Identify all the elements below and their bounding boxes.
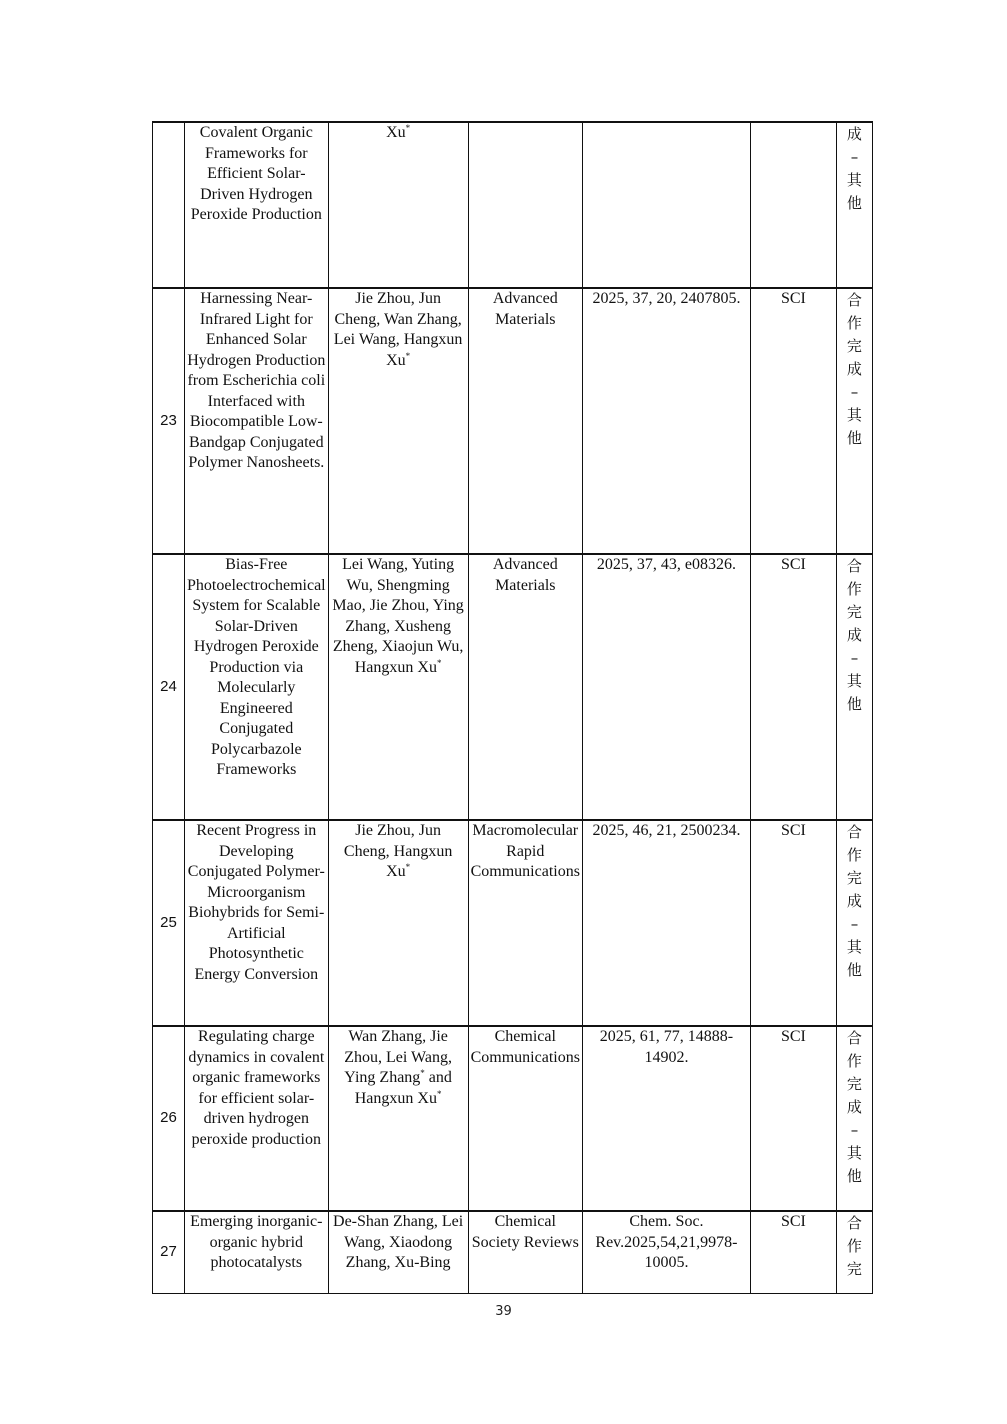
table-row (153, 1211, 873, 1293)
paper-title: Covalent Organic Frameworks for Efficient Solar-Driven Hydrogen Peroxide Production (185, 122, 329, 288)
index-type: SCI (750, 820, 836, 1026)
publication-info: Chem. Soc. Rev.2025,54,21,9978-10005. (582, 1211, 750, 1293)
authors-text: Jie Zhou, Jun Cheng, Hangxun Xu (343, 822, 453, 880)
authors-text: De-Shan Zhang, Lei Wang, Xiaodong Zhang, Xu-Bing (333, 1213, 464, 1271)
publication-info: 2025, 61, 77, 14888-14902. (582, 1026, 750, 1211)
paper-authors (328, 554, 468, 820)
journal-name: Chemical Society Reviews (468, 1211, 582, 1293)
paper-title: Emerging inorganic-organic hybrid photocatalysts (185, 1211, 329, 1293)
page-number: 39 (495, 1304, 512, 1319)
corresponding-mark: * (405, 123, 411, 133)
paper-authors (328, 1211, 468, 1293)
paper-title: Regulating charge dynamics in covalent organic frameworks for efficient solar-driven hydrogen peroxide production (185, 1026, 329, 1211)
table-row (153, 122, 873, 288)
publication-info: 2025, 37, 20, 2407805. (582, 288, 750, 554)
journal-name: Chemical Communications (468, 1026, 582, 1211)
corresponding-mark: * (405, 862, 411, 872)
corresponding-mark-2: * (436, 1088, 442, 1099)
corresponding-mark: * (420, 1068, 425, 1078)
publication-info (582, 122, 750, 288)
row-number: 27 (153, 1211, 185, 1293)
index-type: SCI (750, 554, 836, 820)
paper-authors (328, 122, 468, 288)
index-type: SCI (750, 1026, 836, 1211)
paper-authors (328, 1026, 468, 1211)
paper-authors (328, 288, 468, 554)
contribution-type: 合 作 完 (836, 1211, 872, 1293)
table-row (153, 288, 873, 554)
authors-text: Lei Wang, Yuting Wu, Shengming Mao, Jie Zhou, Ying Zhang, Xusheng Zheng, Xiaojun Wu, Hangxun Xu (332, 556, 464, 676)
table-row (153, 554, 873, 820)
authors-text: Jie Zhou, Jun Cheng, Wan Zhang, Lei Wang, Hangxun Xu (333, 290, 463, 369)
journal-name: Advanced Materials (468, 554, 582, 820)
journal-name: Macromolecular Rapid Communications (468, 820, 582, 1026)
paper-title: Harnessing Near-Infrared Light for Enhanced Solar Hydrogen Production from Escherichia coli Interfaced with Biocompatible Low-Bandgap Conjugated Polymer Nanosheets. (185, 288, 329, 554)
publications-table (152, 121, 873, 1294)
corresponding-mark: * (405, 350, 411, 361)
paper-authors (328, 820, 468, 1026)
contribution-type: 合 作 完 成 – 其 他 (836, 288, 872, 554)
authors-text-2: and Hangxun Xu (354, 1069, 452, 1107)
row-number: 26 (153, 1026, 185, 1211)
index-type: SCI (750, 1211, 836, 1293)
row-number: 23 (153, 288, 185, 554)
contribution-type: 合 作 完 成 – 其 他 (836, 554, 872, 820)
contribution-type: 成 – 其 他 (836, 122, 872, 288)
table-row (153, 1026, 873, 1211)
index-type: SCI (750, 288, 836, 554)
table-row (153, 820, 873, 1026)
journal-name (468, 122, 582, 288)
paper-title: Recent Progress in Developing Conjugated Polymer-Microorganism Biohybrids for Semi-Artificial Photosynthetic Energy Conversion (185, 820, 329, 1026)
corresponding-mark: * (436, 657, 442, 668)
index-type (750, 122, 836, 288)
row-number (153, 122, 185, 288)
contribution-type: 合 作 完 成 – 其 他 (836, 820, 872, 1026)
publication-info: 2025, 46, 21, 2500234. (582, 820, 750, 1026)
contribution-type: 合 作 完 成 – 其 他 (836, 1026, 872, 1211)
row-number: 24 (153, 554, 185, 820)
authors-text: Wan Zhang, Jie Zhou, Lei Wang, Ying Zhang (344, 1028, 452, 1086)
publication-info: 2025, 37, 43, e08326. (582, 554, 750, 820)
row-number: 25 (153, 820, 185, 1026)
journal-name: Advanced Materials (468, 288, 582, 554)
authors-text: Xu (386, 124, 406, 141)
paper-title: Bias-Free Photoelectrochemical System for Scalable Solar-Driven Hydrogen Peroxide Production via Molecularly Engineered Conjugated Polycarbazole Frameworks (185, 554, 329, 820)
